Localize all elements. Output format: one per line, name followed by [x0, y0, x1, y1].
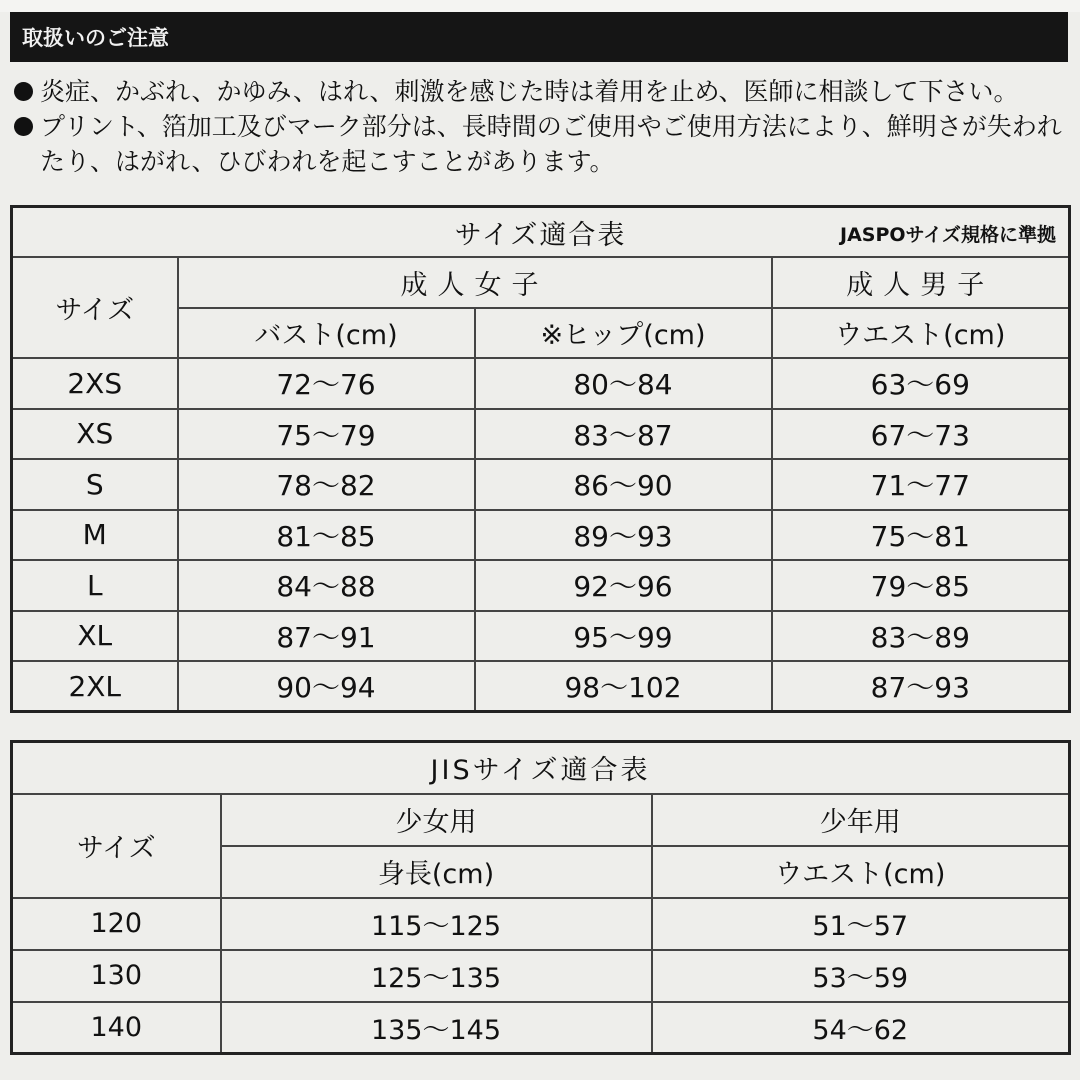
- girls-header: 少女用: [221, 794, 652, 846]
- size-chart-size-cell: 2XS: [12, 358, 178, 409]
- jis-group-header-row: [12, 794, 1070, 846]
- boys-header: 少年用: [652, 794, 1070, 846]
- care-note-2-text: プリント、箔加工及びマーク部分は、長時間のご使用やご使用方法により、鮮明さが失われたり、はがれ、ひびわれを起こすことがあります。: [40, 112, 1062, 176]
- size-chart-title-row: [12, 207, 1070, 258]
- jis-chart-height-cell: 125〜135: [221, 950, 652, 1002]
- size-chart-row: [12, 611, 1070, 662]
- size-chart-row: [12, 358, 1070, 409]
- jis-chart-row: [12, 1002, 1070, 1054]
- size-chart-bust-cell: 75〜79: [178, 409, 475, 460]
- size-chart-waist-cell: 87〜93: [772, 661, 1070, 712]
- bullet-icon: [14, 82, 33, 101]
- size-chart-waist-cell: 75〜81: [772, 510, 1070, 561]
- size-chart-row: [12, 510, 1070, 561]
- jis-title-row: [12, 742, 1070, 794]
- care-note-1-text: 炎症、かぶれ、かゆみ、はれ、刺激を感じた時は着用を止め、医師に相談して下さい。: [40, 77, 1019, 106]
- care-header: [10, 12, 1068, 62]
- top-band: [0, 0, 1080, 12]
- jis-title: JISサイズ適合表: [12, 742, 1070, 794]
- jis-chart-height-cell: 135〜145: [221, 1002, 652, 1054]
- size-chart-row: [12, 459, 1070, 510]
- size-chart-size-cell: S: [12, 459, 178, 510]
- size-chart-bust-cell: 90〜94: [178, 661, 475, 712]
- jaspo-standard-note: JASPOサイズ規格に準拠: [840, 224, 1057, 246]
- size-chart-bust-cell: 78〜82: [178, 459, 475, 510]
- bust-header: バスト(cm): [178, 308, 475, 359]
- size-chart-table: [10, 205, 1071, 713]
- size-chart-size-cell: XS: [12, 409, 178, 460]
- size-chart-waist-cell: 79〜85: [772, 560, 1070, 611]
- waist-header: ウエスト(cm): [772, 308, 1070, 359]
- jis-size-header: サイズ: [12, 794, 221, 898]
- jis-chart-row: [12, 898, 1070, 950]
- care-note-2: [10, 109, 1075, 179]
- hip-header: ※ヒップ(cm): [475, 308, 772, 359]
- size-chart-size-cell: L: [12, 560, 178, 611]
- jis-chart-size-cell: 140: [12, 1002, 221, 1054]
- size-chart-waist-cell: 83〜89: [772, 611, 1070, 662]
- size-chart-size-cell: M: [12, 510, 178, 561]
- jis-chart-height-cell: 115〜125: [221, 898, 652, 950]
- size-chart-hip-cell: 98〜102: [475, 661, 772, 712]
- adult-women-header: 成人女子: [178, 257, 772, 308]
- size-chart-size-cell: 2XL: [12, 661, 178, 712]
- size-chart-row: [12, 560, 1070, 611]
- jis-chart-row: [12, 950, 1070, 1002]
- size-chart-title: サイズ適合表: [454, 219, 627, 251]
- size-header: サイズ: [12, 257, 178, 358]
- adult-men-header: 成人男子: [772, 257, 1070, 308]
- size-chart-waist-cell: 67〜73: [772, 409, 1070, 460]
- size-chart-row: [12, 661, 1070, 712]
- jis-chart-waist-cell: 51〜57: [652, 898, 1070, 950]
- jis-chart-size-cell: 120: [12, 898, 221, 950]
- size-chart-hip-cell: 80〜84: [475, 358, 772, 409]
- size-chart-row: [12, 409, 1070, 460]
- jis-chart-waist-cell: 54〜62: [652, 1002, 1070, 1054]
- care-notes: [10, 74, 1075, 179]
- size-chart-hip-cell: 92〜96: [475, 560, 772, 611]
- jis-chart-size-cell: 130: [12, 950, 221, 1002]
- care-note-1: [10, 74, 1075, 109]
- size-chart-bust-cell: 81〜85: [178, 510, 475, 561]
- size-chart-waist-cell: 63〜69: [772, 358, 1070, 409]
- size-chart-title-cell: [12, 207, 1070, 258]
- size-chart-size-cell: XL: [12, 611, 178, 662]
- group-header-row: [12, 257, 1070, 308]
- jis-chart-waist-cell: 53〜59: [652, 950, 1070, 1002]
- bullet-icon: [14, 117, 33, 136]
- size-chart-bust-cell: 84〜88: [178, 560, 475, 611]
- size-chart-hip-cell: 83〜87: [475, 409, 772, 460]
- size-chart-bust-cell: 72〜76: [178, 358, 475, 409]
- care-header-title: 取扱いのご注意: [22, 26, 169, 50]
- height-header: 身長(cm): [221, 846, 652, 898]
- jis-size-chart-table: [10, 740, 1071, 1055]
- size-chart-bust-cell: 87〜91: [178, 611, 475, 662]
- size-chart-hip-cell: 86〜90: [475, 459, 772, 510]
- size-chart-hip-cell: 95〜99: [475, 611, 772, 662]
- size-chart-waist-cell: 71〜77: [772, 459, 1070, 510]
- size-chart-hip-cell: 89〜93: [475, 510, 772, 561]
- jis-waist-header: ウエスト(cm): [652, 846, 1070, 898]
